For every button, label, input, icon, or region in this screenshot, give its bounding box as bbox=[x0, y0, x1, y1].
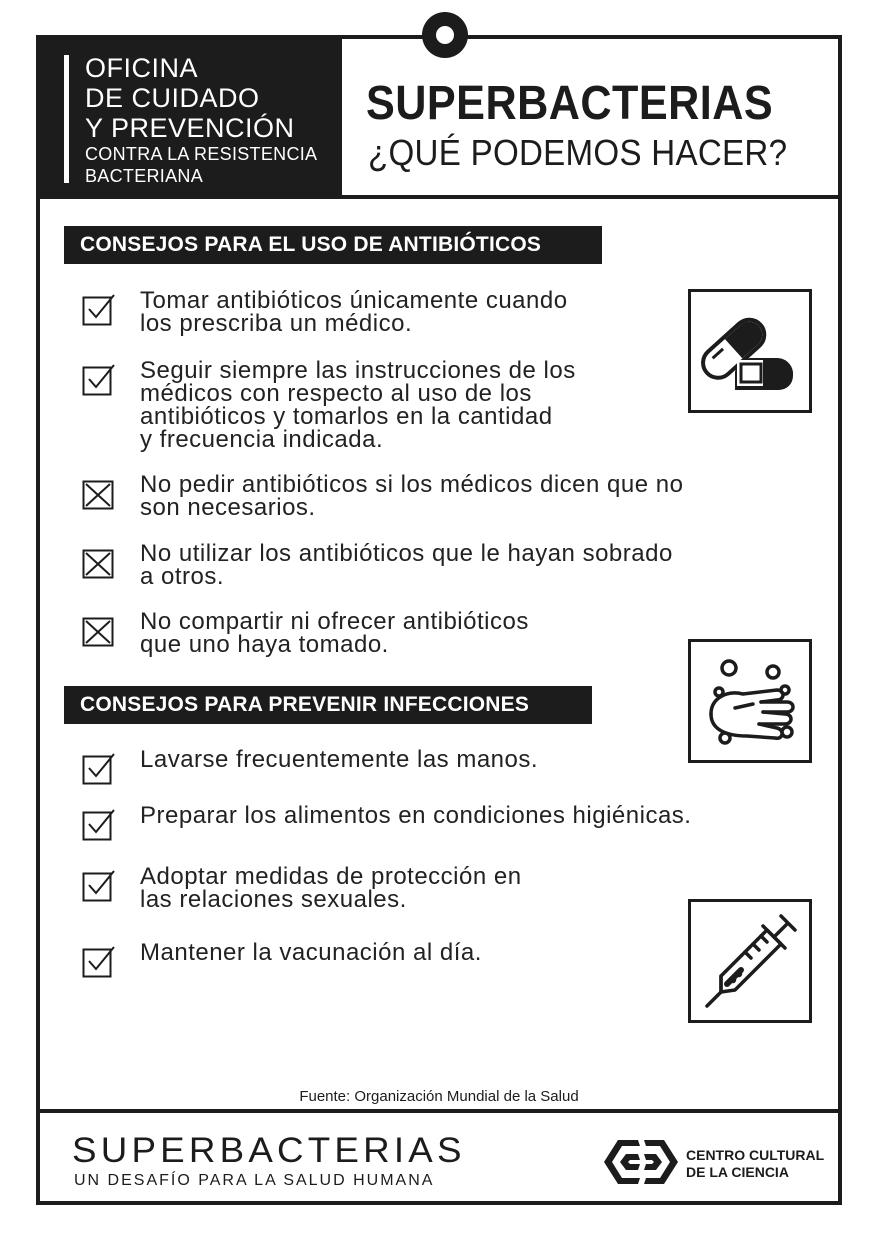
footer-divider bbox=[40, 1109, 838, 1113]
list-item-line: Preparar los alimentos en condiciones higiénicas. bbox=[140, 802, 692, 829]
list-item-line: antibióticos y tomarlos en la cantidad bbox=[140, 403, 553, 430]
office-subtitle-line-2: BACTERIANA bbox=[85, 166, 204, 186]
office-title-line-1: OFICINA bbox=[85, 53, 199, 83]
list-item-line: médicos con respecto al uso de los bbox=[140, 380, 532, 407]
list-item-line: son necesarios. bbox=[140, 494, 316, 521]
checkbox-cross-icon bbox=[82, 546, 116, 580]
syringe-icon-box bbox=[688, 899, 812, 1023]
list-item-line: No pedir antibióticos si los médicos dicen que no bbox=[140, 471, 684, 498]
list-item-line: Seguir siempre las instrucciones de los bbox=[140, 357, 576, 384]
office-title-line-2: DE CUIDADO bbox=[85, 83, 260, 113]
office-title bbox=[85, 53, 295, 143]
page-title: SUPERBACTERIAS bbox=[366, 77, 774, 130]
office-title-line-3: Y PREVENCIÓN bbox=[85, 113, 295, 143]
list-item-line: que uno haya tomado. bbox=[140, 631, 389, 658]
handwashing-icon bbox=[691, 642, 809, 760]
centro-cultural-logo-icon bbox=[604, 1137, 678, 1187]
header-divider bbox=[40, 195, 838, 199]
checkbox-check-icon bbox=[82, 363, 116, 397]
checkbox-cross-icon bbox=[82, 614, 116, 648]
office-subtitle-line-1: CONTRA LA RESISTENCIA bbox=[85, 144, 318, 164]
brand-logo-text: SUPERBACTERIAS bbox=[72, 1131, 466, 1170]
checkbox-check-icon bbox=[82, 945, 116, 979]
list-item-line: los prescriba un médico. bbox=[140, 310, 413, 337]
pills-icon-box bbox=[688, 289, 812, 413]
list-item-text bbox=[140, 804, 691, 827]
checkbox-check-icon bbox=[82, 808, 116, 842]
page-subtitle: ¿QUÉ PODEMOS HACER? bbox=[368, 132, 788, 173]
office-header bbox=[40, 39, 342, 197]
checkbox-cross-icon bbox=[82, 477, 116, 511]
brand-tagline: UN DESAFÍO PARA LA SALUD HUMANA bbox=[74, 1172, 435, 1189]
list-item-line: Mantener la vacunación al día. bbox=[140, 939, 482, 966]
centro-cultural-line-1: CENTRO CULTURAL bbox=[686, 1147, 825, 1163]
pills-icon bbox=[691, 292, 809, 410]
list-item-line: Adoptar medidas de protección en bbox=[140, 863, 522, 890]
poster bbox=[36, 35, 842, 1205]
list-item-line: No utilizar los antibióticos que le hayan sobrado bbox=[140, 540, 673, 567]
list-item-line: y frecuencia indicada. bbox=[140, 426, 384, 453]
centro-cultural-line-2: DE LA CIENCIA bbox=[686, 1164, 789, 1180]
list-item-text bbox=[140, 748, 538, 771]
checkbox-check-icon bbox=[82, 752, 116, 786]
list-item-line: Tomar antibióticos únicamente cuando bbox=[140, 287, 568, 314]
checkbox-check-icon bbox=[82, 293, 116, 327]
list-item-text bbox=[140, 473, 683, 519]
list-item-text bbox=[140, 865, 522, 911]
header-accent-bar bbox=[64, 55, 69, 183]
list-item-line: Lavarse frecuentemente las manos. bbox=[140, 746, 539, 773]
list-item-text bbox=[140, 542, 673, 588]
section-label-infections: CONSEJOS PARA PREVENIR INFECCIONES bbox=[64, 686, 592, 724]
list-item-text bbox=[140, 610, 529, 656]
list-item-line: las relaciones sexuales. bbox=[140, 886, 407, 913]
list-item-line: a otros. bbox=[140, 563, 225, 590]
checkbox-check-icon bbox=[82, 869, 116, 903]
list-item-text bbox=[140, 359, 576, 451]
list-item-text bbox=[140, 289, 568, 335]
office-subtitle bbox=[85, 143, 317, 187]
syringe-icon bbox=[691, 902, 809, 1020]
hanger-ring-icon bbox=[422, 12, 468, 58]
source-note: Fuente: Organización Mundial de la Salud bbox=[299, 1088, 579, 1105]
section-label-antibiotics: CONSEJOS PARA EL USO DE ANTIBIÓTICOS bbox=[64, 226, 602, 264]
handwashing-icon-box bbox=[688, 639, 812, 763]
list-item-line: No compartir ni ofrecer antibióticos bbox=[140, 608, 529, 635]
centro-cultural-name bbox=[686, 1147, 824, 1181]
list-item-text bbox=[140, 941, 482, 964]
